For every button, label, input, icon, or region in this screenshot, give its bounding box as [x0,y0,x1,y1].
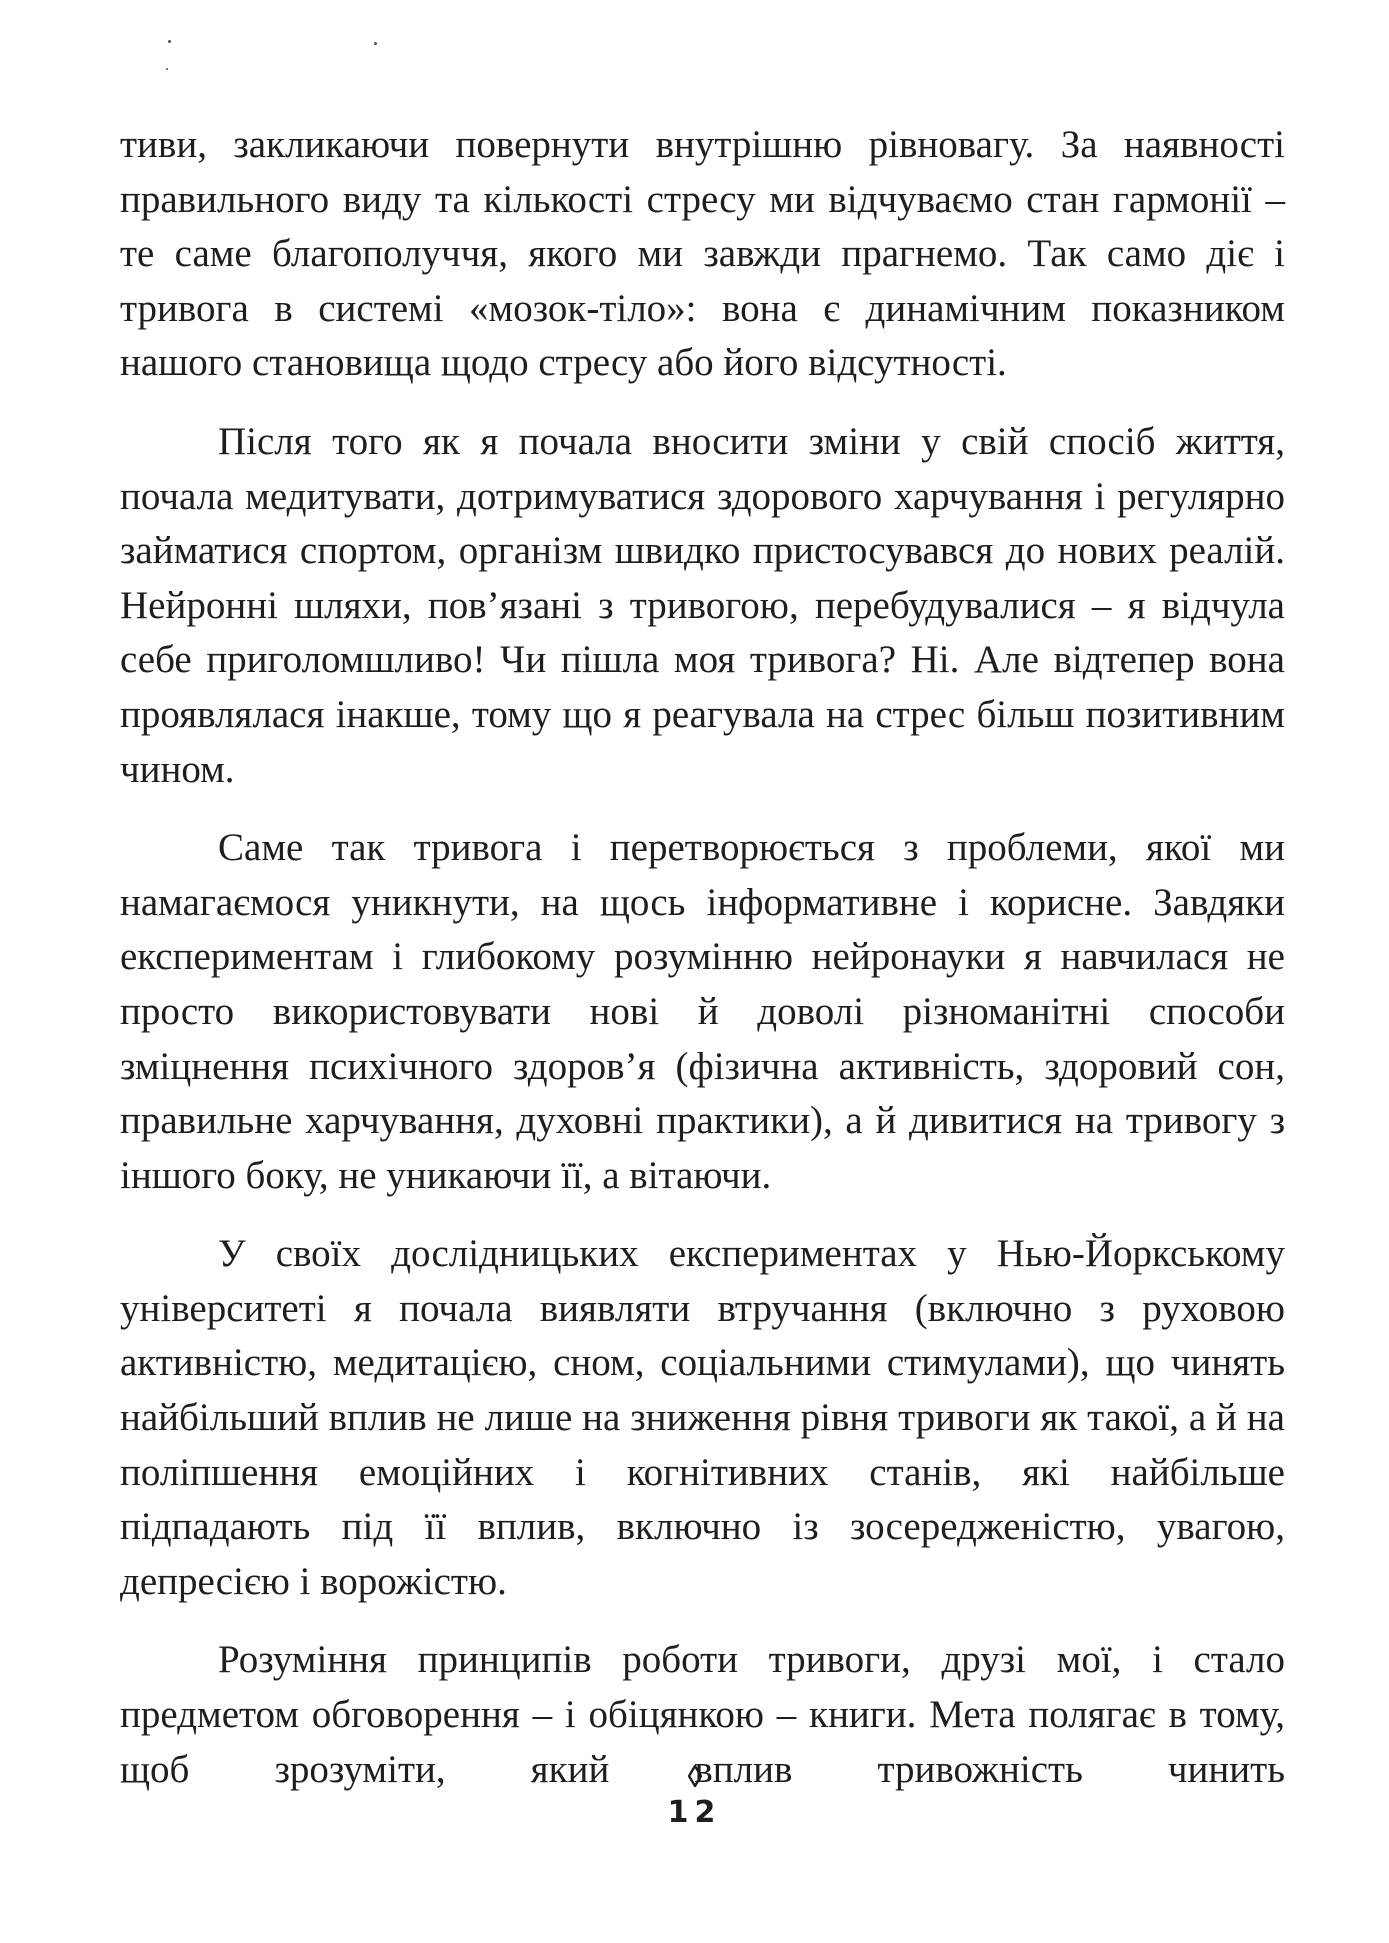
scan-speck [166,68,168,70]
diamond-ornament-icon [688,1765,702,1787]
scan-speck [374,42,377,45]
body-text [120,118,1285,1797]
paragraph-4: У своїх дослідницьких експериментах у Нью-Йоркському університеті я почала виявляти втручання (включно з руховою активністю, медитацією, сном, соціальними стимулами), що чинять найбільший вплив не лише на зниження рівня тривоги як такої, а й на поліпшення емоційних і когнітивних станів, які найбільше підпадають під її вплив, включно із зосередженістю, увагою, депресією і ворожістю. [120,1232,1285,1603]
scan-speck [168,40,171,43]
paragraph-2: Після того як я почала вносити зміни у свій спосіб життя, почала медитувати, дотримуватися здорового харчування і регулярно займатися спортом, організм швидко пристосувався до нових реалій. Нейронні шляхи, пов’язані з тривогою, перебудувалися – я відчула себе приголомшливо! Чи пішла моя тривога? Ні. Але відтепер вона проявлялася інакше, тому що я реагувала на стрес більш позитивним чином. [120,419,1285,791]
page-number: 12 [667,1795,722,1830]
paragraph-5: Розуміння принципів роботи тривоги, друзі мої, і стало предметом обговорення – і обіцянкою – книги. Мета полягає в тому, щоб зрозуміти, який вплив тривожність чинить [120,1638,1285,1791]
paragraph-3: Саме так тривога і перетворюється з проблеми, якої ми намагаємося уникнути, на щось інформативне і корисне. Завдяки експериментам і глибокому розумінню нейронауки я навчилася не просто використовувати нові й доволі різноманітні способи зміцнення психічного здоров’я (фізична активність, здоровий сон, правильне харчування, духовні практики), а й дивитися на тривогу з іншого боку, не уникаючи її, а вітаючи. [120,826,1285,1197]
page-footer [0,1765,1389,1830]
paragraph-1: тиви, закликаючи повернути внутрішню рівновагу. За наявності правильного виду та кількості стресу ми відчуваємо стан гармонії – те саме благополуччя, якого ми завжди прагнемо. Так само діє і тривога в системі «мозок-тіло»: вона є динамічним показником нашого становища щодо стресу або його відсутності. [120,123,1285,385]
